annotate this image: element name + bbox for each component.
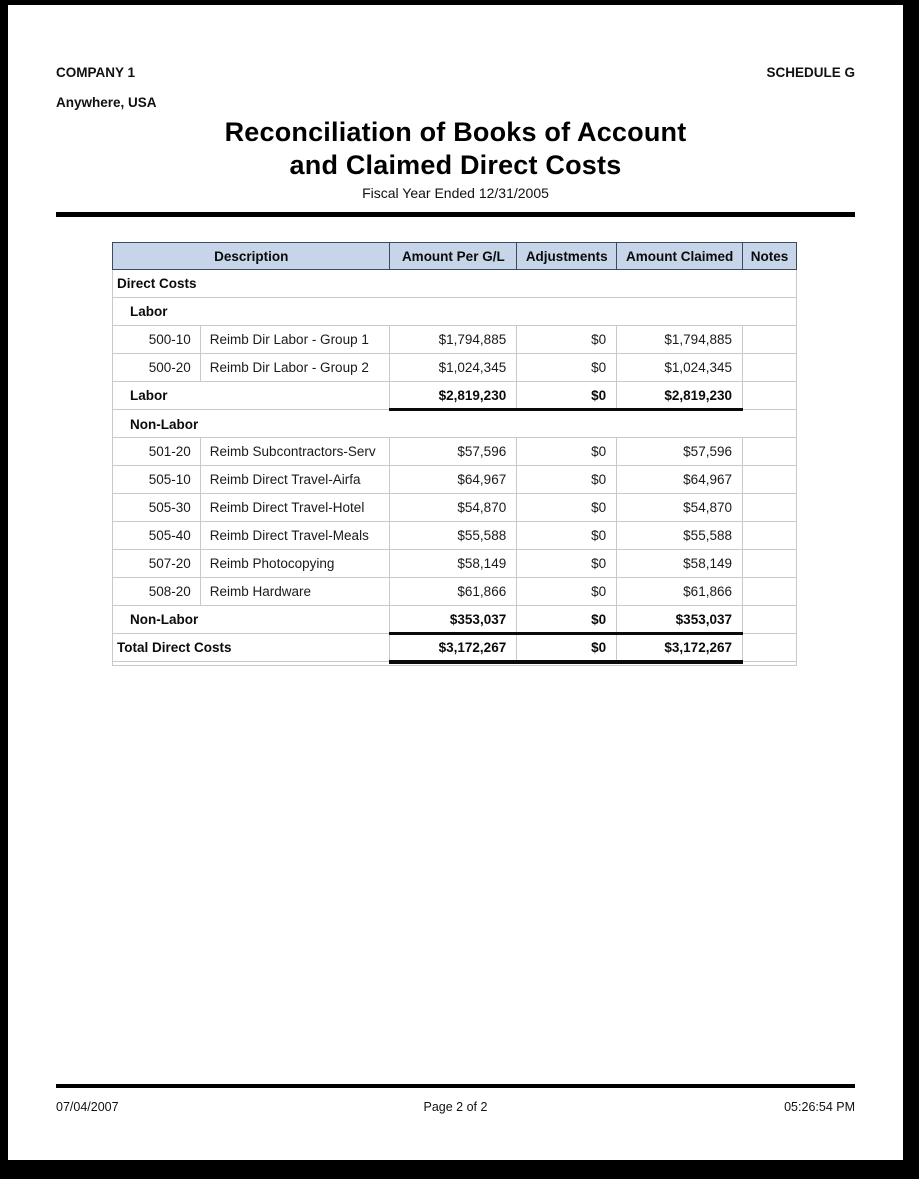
table-row xyxy=(113,466,797,494)
column-header-adjustments: Adjustments xyxy=(517,243,617,270)
table-row xyxy=(113,354,797,382)
account-number-cell: 508-20 xyxy=(113,578,201,606)
amount-per-gl-cell: $1,794,885 xyxy=(390,326,517,354)
amount-claimed-cell: $1,024,345 xyxy=(617,354,743,382)
table-row xyxy=(113,270,797,298)
report-title-line2: and Claimed Direct Costs xyxy=(289,150,622,180)
notes-cell xyxy=(742,634,796,662)
subtotal-label: Non-Labor xyxy=(113,606,390,634)
adjustments-cell: $0 xyxy=(517,494,617,522)
account-number-cell: 505-40 xyxy=(113,522,201,550)
adjustments-cell: $0 xyxy=(517,354,617,382)
company-name: COMPANY 1 xyxy=(56,65,136,80)
notes-cell xyxy=(742,382,796,410)
amount-claimed-cell: $55,588 xyxy=(617,522,743,550)
amount-per-gl-cell: $55,588 xyxy=(390,522,517,550)
report-title-line1: Reconciliation of Books of Account xyxy=(224,117,687,147)
account-number-cell: 505-10 xyxy=(113,466,201,494)
amount-per-gl-cell: $1,024,345 xyxy=(390,354,517,382)
table-header-row xyxy=(113,243,797,270)
table-row xyxy=(113,410,797,438)
amount-per-gl-cell: $2,819,230 xyxy=(390,382,517,410)
account-number-cell: 507-20 xyxy=(113,550,201,578)
table-row xyxy=(113,522,797,550)
total-label: Total Direct Costs xyxy=(113,634,390,662)
spacer-cell xyxy=(113,662,797,666)
column-header-description: Description xyxy=(113,243,390,270)
amount-per-gl-cell: $57,596 xyxy=(390,438,517,466)
amount-claimed-cell: $61,866 xyxy=(617,578,743,606)
amount-per-gl-cell: $64,967 xyxy=(390,466,517,494)
description-cell: Reimb Dir Labor - Group 1 xyxy=(200,326,390,354)
adjustments-cell: $0 xyxy=(517,550,617,578)
table-row xyxy=(113,578,797,606)
adjustments-cell: $0 xyxy=(517,438,617,466)
footer-time: 05:26:54 PM xyxy=(784,1100,855,1114)
table-row xyxy=(113,634,797,662)
reconciliation-table xyxy=(112,242,797,666)
subtotal-label: Labor xyxy=(113,382,390,410)
amount-claimed-cell: $353,037 xyxy=(617,606,743,634)
table-row xyxy=(113,606,797,634)
adjustments-cell: $0 xyxy=(517,326,617,354)
amount-claimed-cell: $1,794,885 xyxy=(617,326,743,354)
amount-claimed-cell: $64,967 xyxy=(617,466,743,494)
amount-per-gl-cell: $353,037 xyxy=(390,606,517,634)
table-row xyxy=(113,382,797,410)
column-header-notes: Notes xyxy=(742,243,796,270)
amount-claimed-cell: $58,149 xyxy=(617,550,743,578)
column-header-amount-claimed: Amount Claimed xyxy=(617,243,743,270)
report-title xyxy=(56,116,855,182)
report-page xyxy=(8,5,903,1160)
notes-cell xyxy=(742,466,796,494)
amount-claimed-cell: $57,596 xyxy=(617,438,743,466)
amount-claimed-cell: $54,870 xyxy=(617,494,743,522)
description-cell: Reimb Hardware xyxy=(200,578,390,606)
adjustments-cell: $0 xyxy=(517,466,617,494)
reconciliation-table-wrap xyxy=(112,242,855,666)
amount-claimed-cell: $2,819,230 xyxy=(617,382,743,410)
table-row xyxy=(113,438,797,466)
table-row xyxy=(113,550,797,578)
page-footer xyxy=(56,1084,855,1114)
table-row xyxy=(113,326,797,354)
adjustments-cell: $0 xyxy=(517,578,617,606)
notes-cell xyxy=(742,354,796,382)
adjustments-cell: $0 xyxy=(517,522,617,550)
notes-cell xyxy=(742,326,796,354)
notes-cell xyxy=(742,494,796,522)
section-label: Non-Labor xyxy=(113,410,797,438)
table-bottom-spacer xyxy=(113,662,797,666)
notes-cell xyxy=(742,438,796,466)
description-cell: Reimb Direct Travel-Hotel xyxy=(200,494,390,522)
description-cell: Reimb Photocopying xyxy=(200,550,390,578)
account-number-cell: 500-10 xyxy=(113,326,201,354)
notes-cell xyxy=(742,550,796,578)
description-cell: Reimb Dir Labor - Group 2 xyxy=(200,354,390,382)
adjustments-cell: $0 xyxy=(517,634,617,662)
adjustments-cell: $0 xyxy=(517,606,617,634)
table-body xyxy=(113,270,797,666)
description-cell: Reimb Direct Travel-Meals xyxy=(200,522,390,550)
table-row xyxy=(113,494,797,522)
section-label: Labor xyxy=(113,298,797,326)
adjustments-cell: $0 xyxy=(517,382,617,410)
table-row xyxy=(113,298,797,326)
column-header-amount-per-gl: Amount Per G/L xyxy=(390,243,517,270)
notes-cell xyxy=(742,578,796,606)
account-number-cell: 500-20 xyxy=(113,354,201,382)
amount-per-gl-cell: $61,866 xyxy=(390,578,517,606)
schedule-label: SCHEDULE G xyxy=(766,65,855,80)
notes-cell xyxy=(742,522,796,550)
letterhead xyxy=(56,65,855,80)
amount-per-gl-cell: $3,172,267 xyxy=(390,634,517,662)
report-subtitle: Fiscal Year Ended 12/31/2005 xyxy=(362,185,549,201)
section-label: Direct Costs xyxy=(113,270,797,298)
notes-cell xyxy=(742,606,796,634)
footer-date: 07/04/2007 xyxy=(56,1100,119,1114)
company-location: Anywhere, USA xyxy=(56,95,157,110)
amount-per-gl-cell: $54,870 xyxy=(390,494,517,522)
description-cell: Reimb Subcontractors-Serv xyxy=(200,438,390,466)
account-number-cell: 505-30 xyxy=(113,494,201,522)
header-rule xyxy=(56,212,855,217)
amount-claimed-cell: $3,172,267 xyxy=(617,634,743,662)
description-cell: Reimb Direct Travel-Airfa xyxy=(200,466,390,494)
account-number-cell: 501-20 xyxy=(113,438,201,466)
footer-page-number: Page 2 of 2 xyxy=(423,1100,488,1114)
amount-per-gl-cell: $58,149 xyxy=(390,550,517,578)
